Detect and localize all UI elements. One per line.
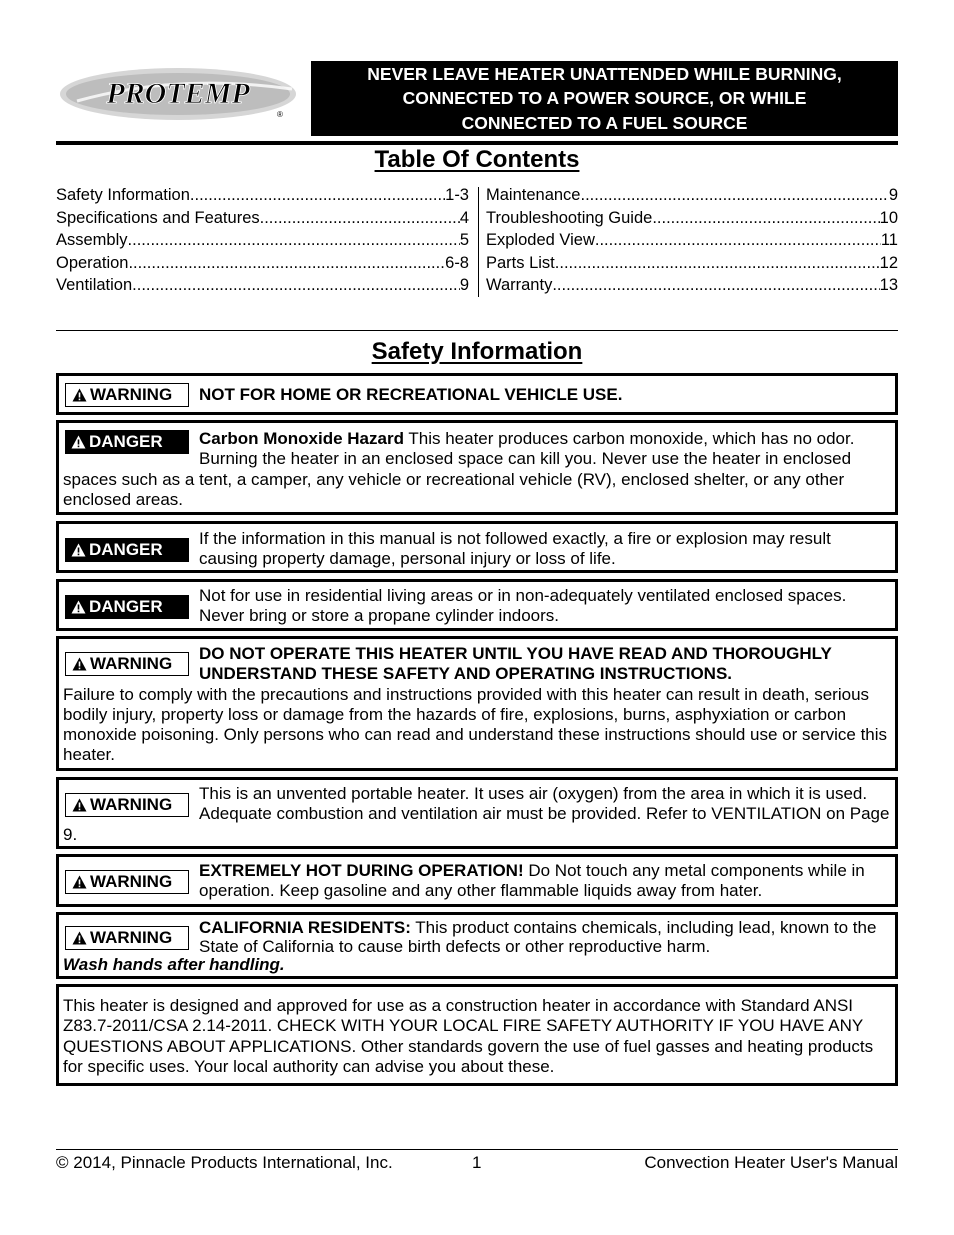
toc-entry[interactable]: Maintenance ..... 9 xyxy=(486,184,898,207)
svg-text:®: ® xyxy=(277,110,283,119)
toc-entry[interactable]: Exploded View ..... 11 xyxy=(486,229,898,252)
box6-text: This is an unvented portable heater. It uses air (oxygen) from the area in which it is used. Adequate combustion and ventilation air must be provided. Refer to VENTILATION on Page 9. xyxy=(63,784,890,844)
footer-rule xyxy=(56,1149,898,1150)
toc-left-column xyxy=(56,184,469,297)
box8-text: This product contains chemicals, including lead, known to the State of California to cause birth defects or other reproductive harm. xyxy=(199,918,877,956)
box2-heading: Carbon Monoxide Hazard xyxy=(199,429,404,448)
warning-triangle-icon xyxy=(72,657,87,671)
warning-badge: WARNING xyxy=(65,652,189,676)
warning-badge: WARNING xyxy=(65,926,189,950)
logo-wordmark: PROTEMP xyxy=(106,77,250,110)
toc-title: Table Of Contents xyxy=(374,146,580,173)
danger-badge: DANGER xyxy=(65,538,189,562)
warning-triangle-icon xyxy=(72,388,87,402)
banner-line-3: CONNECTED TO A FUEL SOURCE xyxy=(461,112,748,133)
box3-text: If the information in this manual is not followed exactly, a fire or explosion may result causing property damage, personal injury or loss of life. xyxy=(199,529,831,569)
danger-badge: DANGER xyxy=(65,595,189,619)
warning-box-read-instructions xyxy=(56,636,898,771)
danger-box-carbon-monoxide xyxy=(56,420,898,515)
warning-banner xyxy=(311,61,898,136)
warning-badge: WARNING xyxy=(65,793,189,817)
footer-manual-title: Convection Heater User's Manual xyxy=(644,1153,898,1172)
warning-box-california xyxy=(56,912,898,979)
toc-entry[interactable]: Operation ..... 6-8 xyxy=(56,252,469,275)
box7-heading: EXTREMELY HOT DURING OPERATION! xyxy=(199,861,524,880)
warning-triangle-icon xyxy=(72,931,87,945)
toc-entry[interactable]: Specifications and Features ..... 4 xyxy=(56,207,469,230)
warning-box-home-use xyxy=(56,373,898,415)
box8-italic: Wash hands after handling. xyxy=(63,955,285,974)
warning-triangle-icon xyxy=(72,875,87,889)
protemp-logo xyxy=(57,63,300,125)
box4-text: Not for use in residential living areas or in non-adequately ventilated enclosed spaces. Never bring or store a propane cylinder indoors. xyxy=(199,586,847,626)
safety-title: Safety Information xyxy=(371,338,583,365)
warning-triangle-icon xyxy=(71,600,86,614)
box5-heading: DO NOT OPERATE THIS HEATER UNTIL YOU HAVE READ AND THOROUGHLY UNDERSTAND THESE SAFETY AND OPERATING INSTRUCTIONS. xyxy=(199,644,832,684)
toc-entry[interactable]: Ventilation ..... 9 xyxy=(56,274,469,297)
header-rule xyxy=(56,141,898,145)
danger-box-residential xyxy=(56,579,898,631)
section-rule xyxy=(56,330,898,331)
box9-text: This heater is designed and approved for use as a construction heater in accordance with Standard ANSI Z83.7-2011/CSA 2.14-2011. CHECK WITH YOUR LOCAL FIRE SAFETY AUTHORITY IF YOU HAVE ANY QUESTIONS ABOUT APPLICATIONS. Other standards govern the use of fuel gasses and heating products for specific uses. Your local authority can advise you about these. xyxy=(63,996,874,1076)
warning-box-hot xyxy=(56,854,898,907)
box5-text: Failure to comply with the precautions and instructions provided with this heater can result in death, serious bodily injury, property loss or damage from the hazards of fire, explosions, burns, asphyxiation or carbon monoxide poisoning. Only persons who can read and understand these instructions should use or service this heater. xyxy=(63,684,888,765)
toc-entry[interactable]: Warranty ..... 13 xyxy=(486,274,898,297)
box8-heading: CALIFORNIA RESIDENTS: xyxy=(199,918,411,937)
warning-badge: WARNING xyxy=(65,870,189,894)
danger-box-fire-explosion xyxy=(56,521,898,573)
footer-page-number: 1 xyxy=(472,1153,482,1172)
toc-entry[interactable]: Parts List ..... 12 xyxy=(486,252,898,275)
box2-text: This heater produces carbon monoxide, which has no odor. Burning the heater in an enclosed space can kill you. Never use the heater in enclosed spaces such as a tent, a camper, any vehicle or recreational vehicle (RV), enclosed shelter, or any other enclosed areas. xyxy=(63,429,855,509)
warning-triangle-icon xyxy=(71,435,86,449)
toc-divider xyxy=(478,187,479,297)
danger-badge: DANGER xyxy=(65,430,189,454)
banner-line-1: NEVER LEAVE HEATER UNATTENDED WHILE BURNING, xyxy=(367,63,842,84)
box1-text: NOT FOR HOME OR RECREATIONAL VEHICLE USE. xyxy=(199,385,623,404)
footer-copyright: © 2014, Pinnacle Products International, Inc. xyxy=(56,1153,393,1172)
warning-triangle-icon xyxy=(72,798,87,812)
toc-right-column xyxy=(486,184,898,297)
toc-entry[interactable]: Assembly ..... 5 xyxy=(56,229,469,252)
info-box-standards xyxy=(56,984,898,1086)
banner-line-2: CONNECTED TO A POWER SOURCE, OR WHILE xyxy=(402,88,807,109)
box7-text: Do Not touch any metal components while in operation. Keep gasoline and any other flammable liquids away from hater. xyxy=(199,861,865,901)
toc-entry[interactable]: Safety Information ..... 1-3 xyxy=(56,184,469,207)
protemp-logo-icon xyxy=(57,63,300,125)
toc-entry[interactable]: Troubleshooting Guide ..... 10 xyxy=(486,207,898,230)
warning-box-unvented xyxy=(56,777,898,849)
warning-badge: WARNING xyxy=(65,383,189,407)
warning-triangle-icon xyxy=(71,543,86,557)
